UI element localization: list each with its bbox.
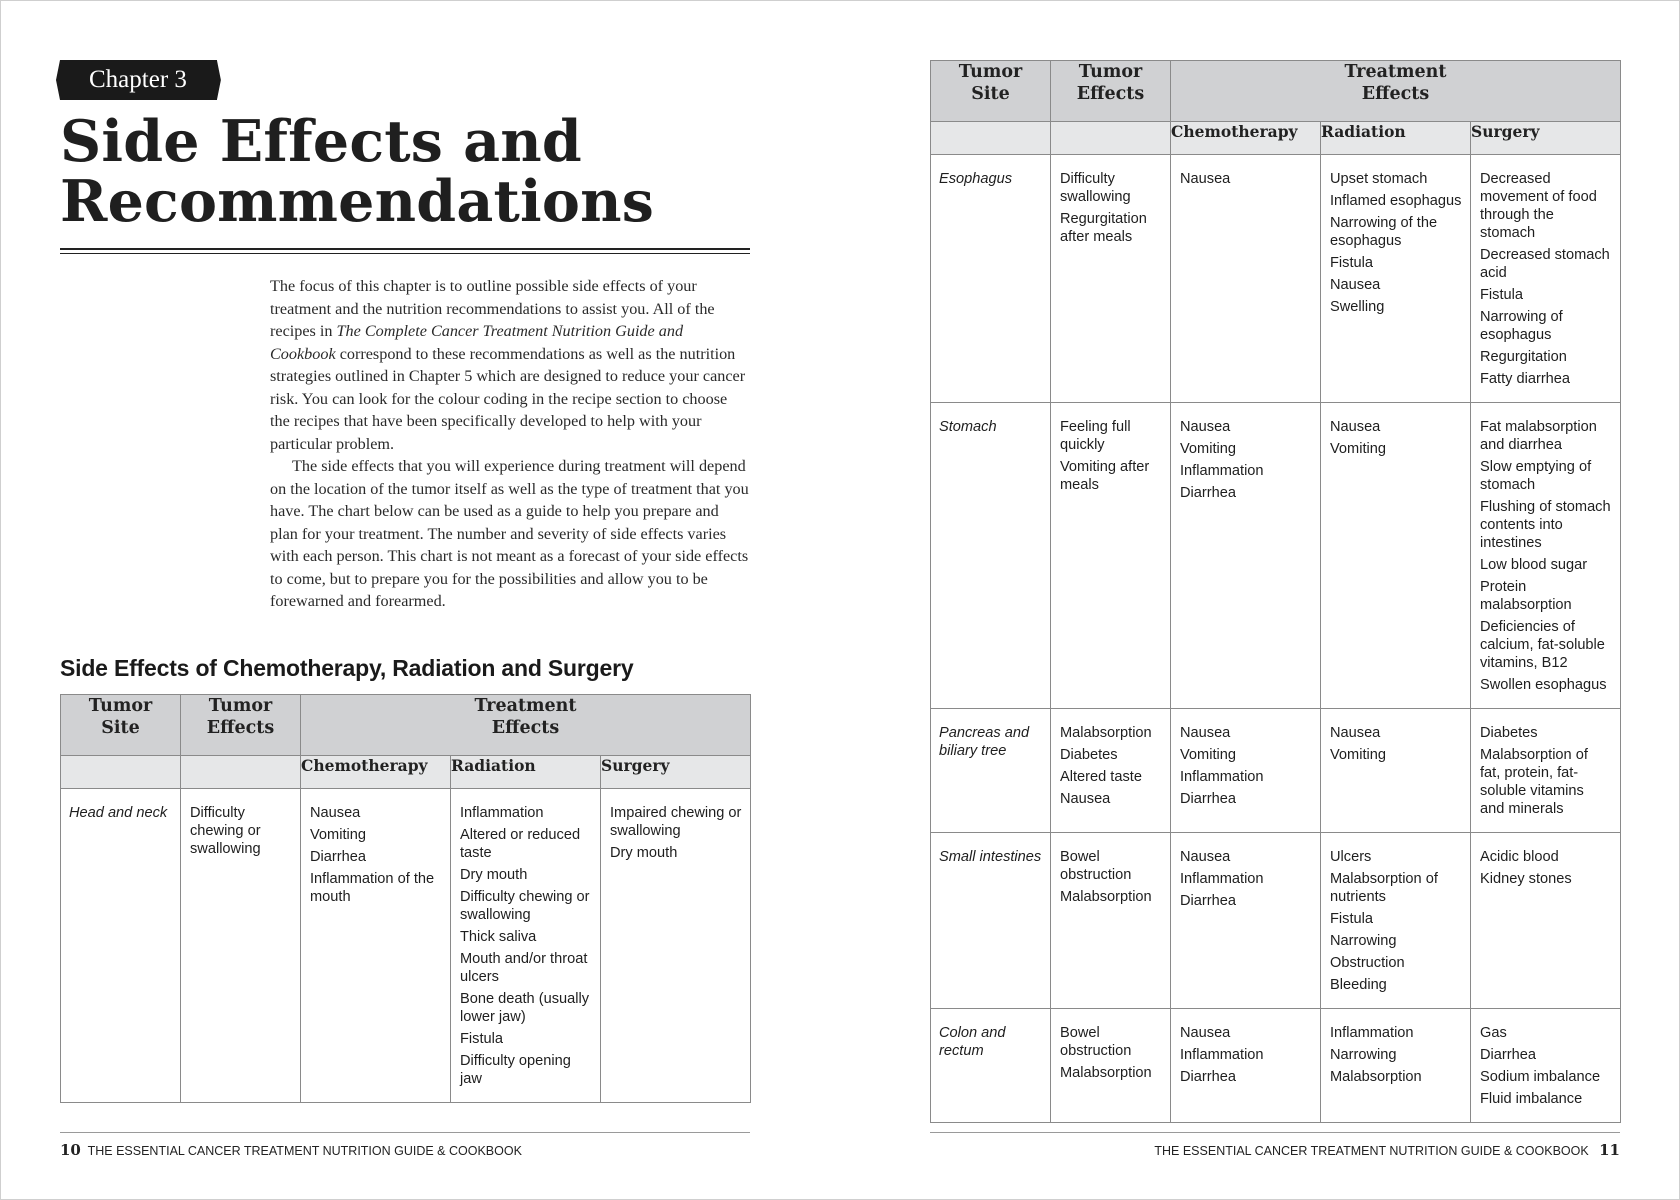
cell-item: Deficiencies of calcium, fat-soluble vitamins, B12: [1480, 619, 1605, 671]
cell-item: Dry mouth: [610, 845, 678, 861]
cell-item: Bowel obstruction: [1060, 1025, 1132, 1059]
cell-item: Swollen esophagus: [1480, 677, 1607, 693]
cell-item: Malabsorption: [1060, 1065, 1152, 1081]
cell-item: Gas: [1480, 1025, 1507, 1041]
cell-item: Inflammation: [1180, 463, 1264, 479]
cell-item: Diarrhea: [1180, 791, 1236, 807]
subheader-empty: [181, 756, 301, 789]
cell-item: Slow emptying of stomach: [1480, 459, 1592, 493]
header-treatment-effects: Treatment Effects: [301, 695, 751, 756]
cell-item: Flushing of stomach contents into intestines: [1480, 499, 1611, 551]
cell-radiation: [1321, 833, 1471, 1009]
cell-tumor-site: Head and neck: [61, 789, 181, 1103]
cell-chemotherapy: [1171, 155, 1321, 403]
header-tumor-effects: Tumor Effects: [1051, 61, 1171, 122]
cell-tumor-effects: [1051, 403, 1171, 709]
cell-item: Nausea: [310, 805, 361, 821]
cell-tumor-site: Small intestines: [931, 833, 1051, 1009]
cell-item: Diarrhea: [1180, 1069, 1236, 1085]
title-rule: [60, 248, 750, 250]
cell-radiation: [451, 789, 601, 1103]
cell-item: Nausea: [1330, 419, 1381, 435]
book-title: The Complete Cancer Treatment Nutrition Guide and Cookbook: [270, 322, 684, 363]
cell-item: Vomiting after meals: [1060, 459, 1150, 493]
cell-item: Fistula: [460, 1031, 503, 1047]
cell-item: Inflammation: [1180, 1047, 1264, 1063]
cell-item: Difficulty chewing or swallowing: [190, 805, 261, 857]
subheader-radiation: Radiation: [451, 756, 601, 789]
footer-left: [60, 1141, 522, 1159]
cell-tumor-effects: [1051, 709, 1171, 833]
cell-item: Altered or reduced taste: [460, 827, 581, 861]
page-title: [60, 108, 655, 235]
table-header-row: [61, 695, 751, 756]
footer-book-title-right: THE ESSENTIAL CANCER TREATMENT NUTRITION GUIDE & COOKBOOK: [1154, 1144, 1589, 1158]
intro-paragraph-2: The side effects that you will experience during treatment will depend on the location of the tumor itself as well as the type of treatment that you have. The chart below can be used as a guide to help you prepare and plan for your treatment. The number and severity of side effects varies with each person. This chart is not meant as a forecast of your side effects to come, but to prepare you for the possibilities and allow you to be forewarned and forearmed.: [270, 457, 749, 610]
cell-item: Diabetes: [1480, 725, 1538, 741]
subheader-surgery: Surgery: [1471, 122, 1621, 155]
cell-item: Decreased movement of food through the stomach: [1480, 171, 1597, 241]
footer-right: [1154, 1141, 1620, 1159]
cell-item: Ulcers: [1330, 849, 1372, 865]
subheader-chemotherapy: Chemotherapy: [1171, 122, 1321, 155]
table-header-row: [931, 61, 1621, 122]
cell-item: Difficulty chewing or swallowing: [460, 889, 590, 923]
cell-item: Malabsorption: [1060, 889, 1152, 905]
cell-item: Bleeding: [1330, 977, 1387, 993]
cell-tumor-effects: [1051, 1009, 1171, 1123]
cell-item: Inflammation: [1330, 1025, 1414, 1041]
cell-item: Vomiting: [1180, 747, 1236, 763]
cell-item: Vomiting: [1330, 747, 1386, 763]
subheader-empty: [1051, 122, 1171, 155]
page-title-line1: Side Effects and: [60, 108, 582, 175]
cell-item: Narrowing of esophagus: [1480, 309, 1563, 343]
header-treatment-effects: Treatment Effects: [1171, 61, 1621, 122]
intro-p1-end: correspond to these recommendations as well as the nutrition strategies outlined in Chapter 5 which are designed to reduce your cancer risk. You can look for the colour coding in the recipe section to choose the recipes that have been specifically developed to help with your particular problem.: [270, 344, 746, 453]
page-number-left: 10: [60, 1141, 81, 1159]
cell-item: Nausea: [1180, 725, 1231, 741]
cell-item: Nausea: [1180, 849, 1231, 865]
cell-item: Regurgitation after meals: [1060, 211, 1147, 245]
cell-item: Fistula: [1330, 255, 1373, 271]
table-row: [931, 155, 1621, 403]
cell-surgery: [1471, 1009, 1621, 1123]
cell-item: Fatty diarrhea: [1480, 371, 1571, 387]
cell-item: Nausea: [1060, 791, 1111, 807]
cell-item: Bone death (usually lower jaw): [460, 991, 589, 1025]
cell-item: Regurgitation: [1480, 349, 1567, 365]
cell-item: Low blood sugar: [1480, 557, 1588, 573]
cell-tumor-site: Pancreas and biliary tree: [931, 709, 1051, 833]
cell-item: Obstruction: [1330, 955, 1405, 971]
subheader-radiation: Radiation: [1321, 122, 1471, 155]
cell-item: Nausea: [1180, 419, 1231, 435]
cell-chemotherapy: [1171, 1009, 1321, 1123]
cell-item: Sodium imbalance: [1480, 1069, 1601, 1085]
cell-item: Diabetes: [1060, 747, 1118, 763]
cell-item: Diarrhea: [1180, 893, 1236, 909]
cell-radiation: [1321, 403, 1471, 709]
cell-item: Narrowing of the esophagus: [1330, 215, 1438, 249]
cell-item: Difficulty opening jaw: [460, 1053, 571, 1087]
cell-item: Altered taste: [1060, 769, 1142, 785]
cell-item: Diarrhea: [1480, 1047, 1536, 1063]
cell-item: Vomiting: [310, 827, 366, 843]
cell-item: Inflammation of the mouth: [310, 871, 435, 905]
cell-item: Decreased stomach acid: [1480, 247, 1610, 281]
cell-tumor-effects: [181, 789, 301, 1103]
footer-rule-right: [930, 1132, 1620, 1133]
cell-item: Vomiting: [1330, 441, 1386, 457]
cell-surgery: [1471, 403, 1621, 709]
cell-item: Malabsorption: [1060, 725, 1152, 741]
cell-radiation: [1321, 1009, 1471, 1123]
cell-item: Difficulty swallowing: [1060, 171, 1131, 205]
cell-item: Acidic blood: [1480, 849, 1559, 865]
cell-item: Upset stomach: [1330, 171, 1428, 187]
table-row: [61, 789, 751, 1103]
intro-paragraph-1: [270, 275, 750, 455]
cell-item: Feeling full quickly: [1060, 419, 1131, 453]
intro-text: [270, 275, 750, 613]
cell-item: Fluid imbalance: [1480, 1091, 1583, 1107]
cell-tumor-effects: [1051, 155, 1171, 403]
cell-tumor-site: Stomach: [931, 403, 1051, 709]
cell-radiation: [1321, 709, 1471, 833]
chapter-label: Chapter 3: [60, 60, 217, 100]
cell-surgery: [1471, 833, 1621, 1009]
cell-item: Swelling: [1330, 299, 1385, 315]
cell-item: Bowel obstruction: [1060, 849, 1132, 883]
cell-item: Impaired chewing or swallowing: [610, 805, 742, 839]
cell-item: Dry mouth: [460, 867, 528, 883]
page-title-line2: Recommendations: [60, 168, 655, 235]
cell-item: Diarrhea: [1180, 485, 1236, 501]
cell-item: Protein malabsorption: [1480, 579, 1572, 613]
cell-item: Fat malabsorption and diarrhea: [1480, 419, 1597, 453]
cell-item: Nausea: [1330, 725, 1381, 741]
cell-radiation: [1321, 155, 1471, 403]
cell-chemotherapy: [1171, 709, 1321, 833]
title-rule-thin: [60, 253, 750, 254]
cell-item: Fistula: [1330, 911, 1373, 927]
table-row: [931, 403, 1621, 709]
cell-item: Diarrhea: [310, 849, 366, 865]
side-effects-table-right: [930, 60, 1621, 1123]
side-effects-table-left: [60, 694, 751, 1103]
cell-item: Malabsorption of nutrients: [1330, 871, 1438, 905]
footer-rule-left: [60, 1132, 750, 1133]
table-row: [931, 1009, 1621, 1123]
page-number-right: 11: [1599, 1141, 1620, 1159]
header-tumor-site: Tumor Site: [931, 61, 1051, 122]
table-row: [931, 833, 1621, 1009]
cell-chemotherapy: [1171, 833, 1321, 1009]
cell-item: Narrowing: [1330, 1047, 1397, 1063]
header-tumor-effects: Tumor Effects: [181, 695, 301, 756]
subheader-surgery: Surgery: [601, 756, 751, 789]
cell-item: Fistula: [1480, 287, 1523, 303]
subheader-chemotherapy: Chemotherapy: [301, 756, 451, 789]
header-tumor-site: Tumor Site: [61, 695, 181, 756]
cell-item: Inflamed esophagus: [1330, 193, 1462, 209]
cell-item: Narrowing: [1330, 933, 1397, 949]
cell-chemotherapy: [1171, 403, 1321, 709]
cell-item: Nausea: [1180, 1025, 1231, 1041]
cell-item: Malabsorption of fat, protein, fat-soluble vitamins and minerals: [1480, 747, 1588, 817]
cell-chemotherapy: [301, 789, 451, 1103]
cell-item: Malabsorption: [1330, 1069, 1422, 1085]
subheader-empty: [931, 122, 1051, 155]
cell-item: Vomiting: [1180, 441, 1236, 457]
cell-item: Inflammation: [1180, 769, 1264, 785]
cell-item: Inflammation: [460, 805, 544, 821]
cell-item: Nausea: [1180, 171, 1231, 187]
table-subheader-row: [931, 122, 1621, 155]
footer-book-title-left: THE ESSENTIAL CANCER TREATMENT NUTRITION GUIDE & COOKBOOK: [87, 1144, 522, 1158]
subheader-empty: [61, 756, 181, 789]
intro-p1-start: The focus of this chapter is to outline possible side effects of your treatment and the nutrition recommendations to assist you. All of the recipes in: [270, 277, 715, 340]
cell-item: Inflammation: [1180, 871, 1264, 887]
table-row: [931, 709, 1621, 833]
cell-item: Thick saliva: [460, 929, 537, 945]
cell-tumor-effects: [1051, 833, 1171, 1009]
cell-surgery: [601, 789, 751, 1103]
table-subheader-row: [61, 756, 751, 789]
cell-tumor-site: Colon and rectum: [931, 1009, 1051, 1123]
cell-item: Mouth and/or throat ulcers: [460, 951, 588, 985]
cell-surgery: [1471, 709, 1621, 833]
cell-item: Nausea: [1330, 277, 1381, 293]
cell-item: Kidney stones: [1480, 871, 1572, 887]
cell-tumor-site: Esophagus: [931, 155, 1051, 403]
section-heading: Side Effects of Chemotherapy, Radiation and Surgery: [60, 655, 634, 681]
cell-surgery: [1471, 155, 1621, 403]
